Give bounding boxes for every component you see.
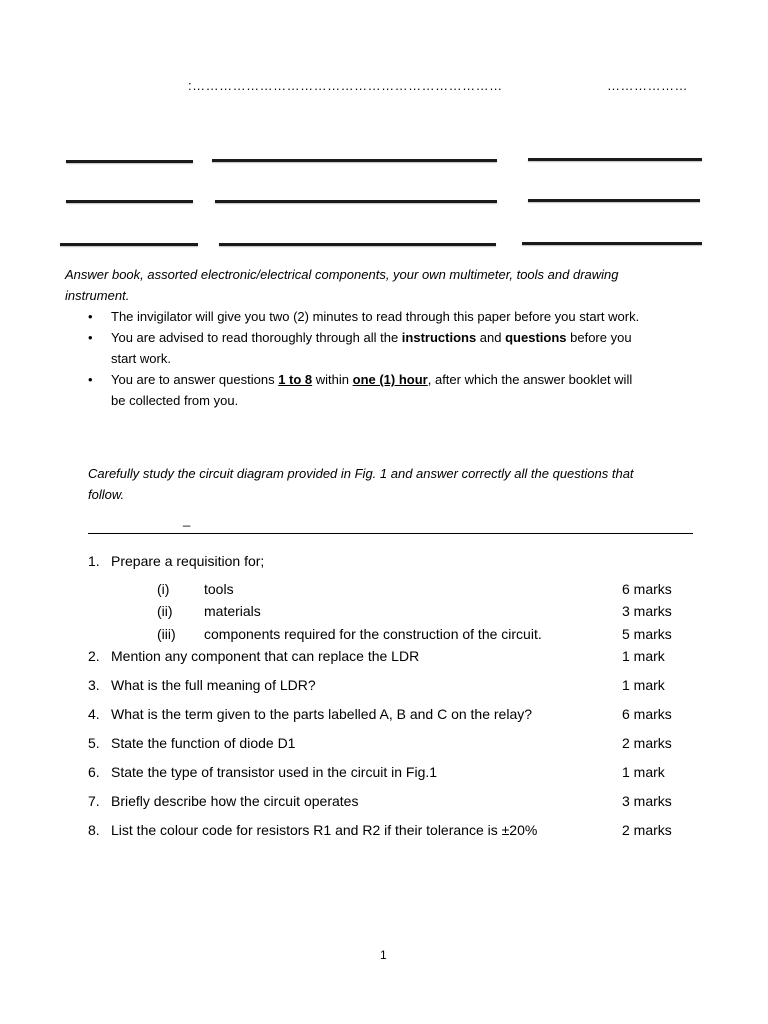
- header-rule: [66, 200, 193, 203]
- header-rule: [528, 158, 702, 161]
- marks-label: 2 marks: [622, 735, 672, 751]
- marks-label: 6 marks: [622, 581, 672, 597]
- candidate-name-field: :……………………………………………………………: [188, 78, 503, 93]
- study-note-line: Carefully study the circuit diagram provided in Fig. 1 and answer correctly all the questions that: [88, 466, 634, 481]
- section-divider: [88, 533, 693, 534]
- study-note-line: follow.: [88, 487, 125, 502]
- materials-line: Answer book, assorted electronic/electrical components, your own multimeter, tools and drawing: [65, 267, 619, 282]
- header-rule: [215, 200, 497, 203]
- bullet-icon: •: [88, 309, 93, 324]
- header-rule: [522, 242, 702, 245]
- bullet-icon: •: [88, 330, 93, 345]
- header-rule: [66, 160, 193, 163]
- materials-line: instrument.: [65, 288, 130, 303]
- marks-label: 1 mark: [622, 648, 665, 664]
- header-rule: [60, 243, 198, 246]
- bullet-icon: •: [88, 372, 93, 387]
- marks-label: 2 marks: [622, 822, 672, 838]
- header-rule: [212, 159, 497, 162]
- divider-mark: _: [183, 512, 191, 527]
- header-rule: [528, 199, 700, 202]
- marks-label: 6 marks: [622, 706, 672, 722]
- marks-label: 1 mark: [622, 677, 665, 693]
- index-number-field: ………………: [607, 78, 688, 93]
- page-number: 1: [380, 948, 387, 962]
- marks-label: 3 marks: [622, 603, 672, 619]
- header-rule: [219, 243, 496, 246]
- marks-label: 5 marks: [622, 626, 672, 642]
- marks-label: 3 marks: [622, 793, 672, 809]
- marks-label: 1 mark: [622, 764, 665, 780]
